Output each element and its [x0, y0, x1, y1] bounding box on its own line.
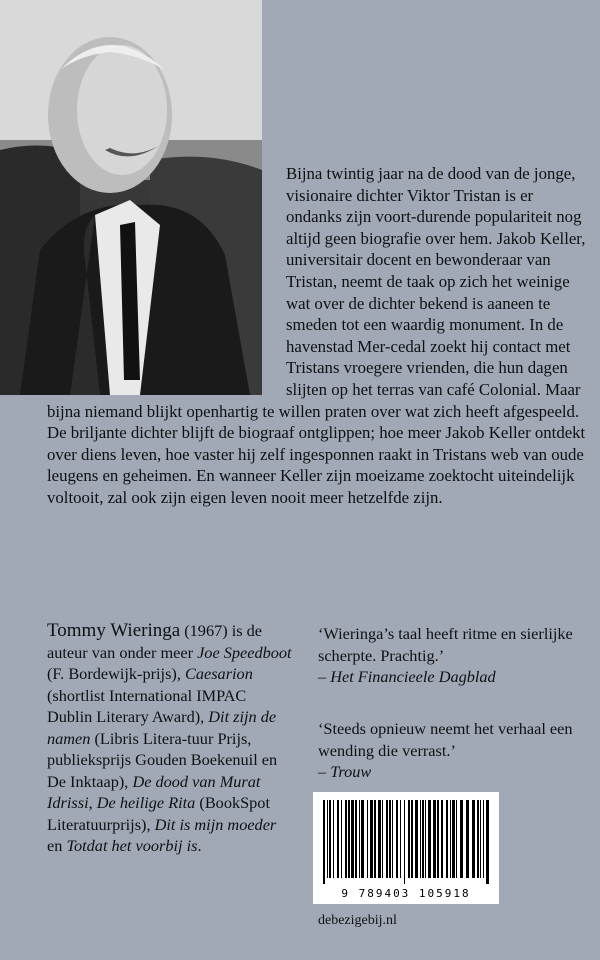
barcode-bar	[341, 800, 342, 878]
barcode-bar	[348, 800, 350, 878]
barcode-bar	[351, 800, 354, 878]
barcode-bar	[389, 800, 391, 878]
barcode-bar	[327, 800, 328, 878]
bio-text: en	[47, 836, 67, 855]
barcode-bar	[441, 800, 443, 878]
barcode-bar	[374, 800, 376, 878]
barcode-bar	[329, 800, 331, 878]
barcode-bar	[486, 800, 489, 884]
barcode-bar	[404, 800, 405, 884]
book-title: De heilige Rita	[96, 793, 196, 812]
barcode-bar	[456, 800, 457, 878]
barcode-bar	[323, 800, 325, 884]
barcode-bar	[452, 800, 455, 878]
quote-source: – Trouw	[318, 762, 372, 781]
book-title: Joe Speedboot	[197, 642, 292, 662]
book-blurb	[47, 163, 587, 509]
barcode-bar	[396, 800, 398, 878]
barcode-bar	[337, 800, 339, 878]
barcode-bar	[411, 800, 413, 878]
barcode-bar	[408, 800, 410, 878]
bio-text: ,	[88, 793, 97, 812]
quote-text: ‘Wieringa’s taal heeft ritme en sierlijke scherpte. Prachtig.’	[318, 624, 573, 665]
barcode-bar	[472, 800, 475, 878]
barcode-bar	[425, 800, 426, 878]
barcode-bar	[420, 800, 421, 878]
barcode-bar	[392, 800, 393, 878]
barcode-bar	[446, 800, 448, 878]
barcode-bar	[466, 800, 469, 878]
bio-text: (shortlist International IMPAC Dublin Literary Award),	[47, 685, 247, 726]
book-title: Dit zijn de namen	[47, 707, 277, 748]
barcode-bar	[422, 800, 424, 878]
barcode-bars	[313, 792, 499, 887]
book-title: Caesarion	[184, 664, 253, 683]
bio-text: is de auteur van onder meer	[47, 621, 263, 662]
review-quote	[318, 718, 588, 783]
book-title: Dit is mijn moeder	[154, 814, 277, 834]
barcode-bar	[437, 800, 439, 878]
author-name: Tommy Wieringa	[47, 620, 181, 641]
bio-text: (BookSpot Literatuurprijs),	[47, 793, 270, 834]
barcode-bar	[355, 800, 357, 878]
author-year: (1967)	[184, 621, 228, 640]
author-bio	[47, 620, 292, 857]
quote-text: ‘Steeds opnieuw neemt het verhaal een wending die verrast.’	[318, 719, 573, 760]
barcode-bar	[370, 800, 373, 878]
barcode-digits: 9 789403 105918	[341, 887, 471, 900]
review-quote	[318, 623, 588, 688]
barcode-bar	[483, 800, 484, 878]
barcode-bar	[386, 800, 388, 878]
barcode-bar	[477, 800, 479, 878]
barcode-bar	[433, 800, 436, 878]
barcode-bar	[367, 800, 368, 878]
book-title: De dood van Murat Idrissi	[47, 771, 261, 812]
barcode-bar	[428, 800, 431, 878]
barcode-bar	[480, 800, 481, 878]
barcode-bar	[382, 800, 383, 878]
quote-source: – Het Financieele Dagblad	[318, 667, 496, 686]
barcode-bar	[460, 800, 463, 878]
blurb-text: Bijna twintig jaar na de dood van de jonge, visionaire dichter Viktor Tristan is er ondanks zijn voort-durende populariteit nog altijd geen biografie over hem. Jakob Keller, universitair docent en bewonderaar van Tristan, neemt de taak op zich het weinige wat over de dichter bekend is aaneen te smeden tot een waardig monument. In de havenstad Mer-cedal zoekt hij contact met Tristans vroegere vrienden, die hun dagen slijten op het terras van café Colonial. Maar bijna niemand blijkt openhartig te willen praten over wat zich heeft afgespeeld. De briljante dichter blijft de biograaf ontglippen; hoe meer Jakob Keller ontdekt over diens leven, hoe vaster hij zelf ingesponnen raakt in Tristans web van oude leugens en geheimen. En wanneer Keller zijn moeizame zoektocht uiteindelijk voltooit, zal ook zijn eigen leven nooit meer hetzelfde zijn.	[47, 164, 586, 507]
bio-text: .	[197, 836, 202, 855]
bio-text: (F. Bordewijk-prijs),	[47, 664, 185, 683]
barcode-bar	[450, 800, 451, 878]
isbn-barcode	[313, 792, 499, 904]
barcode-bar	[415, 800, 418, 878]
book-title: Totdat het voorbij is	[66, 836, 198, 855]
barcode-bar	[378, 800, 381, 878]
barcode-bar	[361, 800, 364, 878]
barcode-bar	[345, 800, 347, 878]
barcode-bar	[333, 800, 334, 878]
publisher-website: debezigebij.nl	[318, 913, 397, 928]
barcode-bar	[400, 800, 401, 878]
blurb-float-spacer	[47, 163, 286, 393]
bio-text: (Libris Litera-tuur Prijs, publieksprijs Gouden Boekenuil en De Inktaap),	[47, 728, 278, 791]
barcode-bar	[359, 800, 360, 878]
